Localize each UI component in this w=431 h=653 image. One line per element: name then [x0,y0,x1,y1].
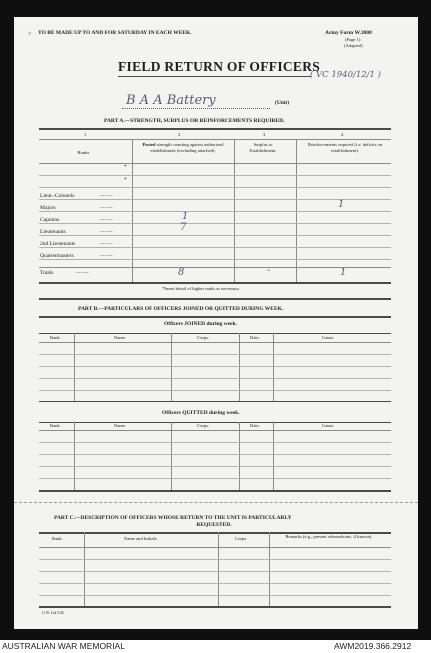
part-a-heading: PART A.—STRENGTH, SURPLUS OR REINFORCEMENTS REQUIRED. [104,118,285,124]
part-b-bottom-rule [39,490,391,492]
quitted-col-divider [273,422,274,490]
quitted-row-line [39,454,391,455]
part-b-top-rule [39,298,391,300]
unit-name-handwritten: B A A Battery [126,93,216,108]
archive-footer [0,640,431,653]
lieutenants-posted-value: 7 [180,222,187,233]
rank-dashes: — — [100,229,113,235]
part-c-row-line [39,559,391,560]
col-number-2: 2 [178,132,181,137]
part-c-row-line [39,595,391,596]
posted-header [135,142,231,153]
rank-lieutenants: Lieutenants [40,229,66,235]
part-c-col-rank: Rank. [52,536,63,541]
part-c-header-rule [39,547,391,548]
perforation-line [14,502,418,503]
joined-col-date: Date. [250,335,260,340]
form-title: FIELD RETURN OF OFFICERS [118,59,321,74]
quitted-col-corps: Corps. [197,423,210,428]
part-c-col-remarks: Remarks (e.g., present whereabouts, if known). [285,534,373,539]
archive-accession-number: AWM2019.366.2912 [334,641,412,651]
unit-line [122,108,270,109]
col-number-1: 1 [84,132,87,137]
row-line [39,223,391,224]
totals-label: Totals [40,270,54,276]
part-b-heading: PART B.—PARTICULARS OF OFFICERS JOINED OR QUITTED DURING WEEK. [78,306,284,312]
joined-bottom-rule [39,401,391,402]
part-c-heading-line2: REQUESTED. [196,522,232,528]
quitted-col-name: Name. [114,423,127,428]
printer-code: G.W. Ltd 5/42 [42,611,64,615]
rank-dashes: — — [100,193,113,199]
joined-row-line [39,354,391,355]
page-label: (Page 1) [345,37,361,42]
posted-header-rest: strength counting against authorized establishment (excluding attached). [150,142,224,153]
rank-lieut-colonels: Lieut.-Colonels [40,193,75,199]
joined-heading-rule [39,333,391,334]
totals-posted-value: 8 [178,267,185,278]
form-page [14,17,418,629]
joined-row-line [39,378,391,379]
quitted-heading-rule [39,422,391,423]
rank-majors: Majors [40,205,56,211]
rank-dashes: — — [100,253,113,259]
quitted-col-rank: Rank. [50,423,61,428]
ranks-header: Ranks. [77,150,91,155]
rank-dashes: — — [100,205,113,211]
reinforcements-header: Reinforcements required (i.e. deficits on establishment). [307,142,383,153]
row-line [39,187,391,188]
adapted-label: (Adapted) [344,43,363,48]
part-c-row-line [39,583,391,584]
quitted-heading: Officers QUITTED during week. [162,410,240,416]
header-bottom-rule [39,163,391,164]
part-c-bottom-rule [39,606,391,608]
surplus-header: Surplus to Establishment. [249,142,277,153]
rank-dashes: — — [100,241,113,247]
totals-surplus-value: - [267,265,271,276]
row-line [39,175,391,176]
star-mark: * [124,164,127,170]
joined-header-rule [39,342,391,343]
rank-2nd-lieutenants: 2nd Lieutenants [40,241,76,247]
quitted-col-divider [239,422,240,490]
joined-col-cause: Cause. [322,335,335,340]
row-line [39,211,391,212]
part-a-top-rule [39,128,391,130]
quitted-row-line [39,442,391,443]
captains-posted-value: 1 [182,211,189,222]
posted-header-bold: Posted [142,142,156,147]
totals-dashes: — — [76,270,89,276]
part-c-row-line [39,571,391,572]
star-mark: * [124,177,127,183]
hole-mark: ○ [28,31,32,37]
joined-col-name: Name. [114,335,127,340]
numbers-rule [39,139,391,140]
quitted-col-date: Date. [250,423,260,428]
joined-row-line [39,366,391,367]
reference-number: ( VC 1940/12/1 ) [310,70,381,80]
quitted-col-divider [74,422,75,490]
part-c-col-name: Name and Initials. [124,536,158,541]
quitted-row-line [39,478,391,479]
title-underline [118,76,311,77]
row-line [39,259,391,260]
rank-quartermasters: Quartermasters [40,253,74,259]
part-a-bottom-rule [39,282,391,284]
majors-reinforcements-value: 1 [338,199,345,210]
archive-name: AUSTRALIAN WAR MEMORIAL [2,641,125,651]
joined-col-rank: Rank. [50,335,61,340]
totals-reinforcements-value: 1 [340,267,347,278]
row-line [39,247,391,248]
joined-heading: Officers JOINED during week. [164,321,238,327]
rank-captains: Captains [40,217,60,223]
col-number-4: 4 [341,132,344,137]
quitted-col-divider [171,422,172,490]
quitted-header-rule [39,430,391,431]
joined-row-line [39,390,391,391]
part-a-footnote: *Insert detail of higher ranks as necessary. [162,286,240,291]
row-line [39,235,391,236]
totals-top-rule [39,267,391,268]
part-c-col-corps: Corps. [235,536,248,541]
part-b-heading-rule [39,316,391,318]
quitted-row-line [39,466,391,467]
unit-label: (Unit) [275,100,290,106]
quitted-col-cause: Cause. [322,423,335,428]
rank-dashes: — — [100,217,113,223]
col-number-3: 3 [263,132,266,137]
instruction-text: TO BE MADE UP TO AND FOR SATURDAY IN EACH WEEK. [38,30,192,36]
form-number: Army Form W.3008 [325,30,372,36]
joined-col-corps: Corps. [197,335,210,340]
part-c-heading-line1: PART C.—DESCRIPTION OF OFFICERS WHOSE RETURN TO THE UNIT IS PARTICULARLY [54,515,292,521]
